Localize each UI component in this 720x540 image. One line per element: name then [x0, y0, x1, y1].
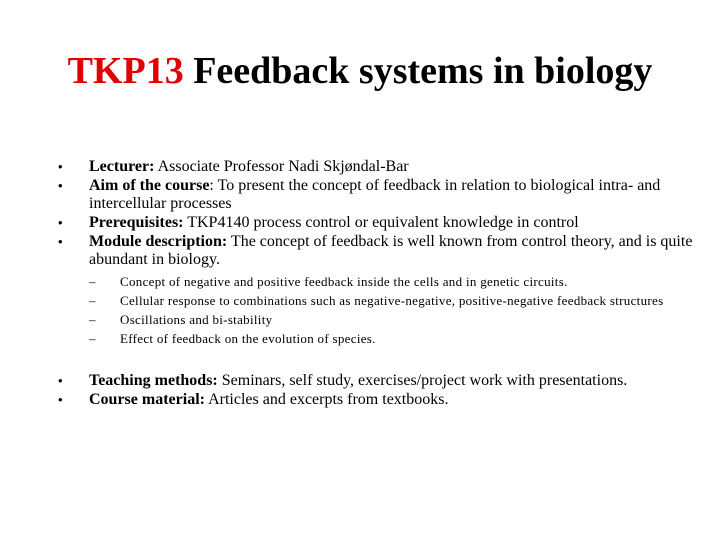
bullet-marker: • — [58, 159, 63, 174]
bullet-text: TKP4140 process control or equivalent knowledge in control — [183, 214, 579, 231]
dash-marker: – — [89, 312, 96, 327]
sub-bullet-text: Concept of negative and positive feedback inside the cells and in genetic circuits. — [120, 274, 568, 289]
bullet-teaching-methods — [58, 372, 698, 390]
bullet-label: Prerequisites: — [89, 214, 184, 231]
sub-bullet-text: Effect of feedback on the evolution of species. — [120, 331, 376, 346]
bullet-text: The concept of feedback is well known from control theory, and is quite abundant in biology. — [89, 233, 693, 268]
bullet-marker: • — [58, 178, 63, 193]
sub-bullet-list — [89, 274, 698, 347]
bullet-prerequisites — [58, 214, 698, 232]
bullet-text: Associate Professor Nadi Skjøndal-Bar — [154, 158, 409, 175]
sub-bullet-text: Oscillations and bi-stability — [120, 312, 273, 327]
bullet-marker: • — [58, 234, 63, 249]
slide-title — [60, 48, 660, 94]
bullet-list — [58, 158, 698, 410]
sub-bullet — [89, 293, 698, 309]
spacer — [58, 350, 698, 372]
course-code: TKP13 — [67, 50, 184, 92]
bullet-marker: • — [58, 373, 63, 388]
sub-bullet — [89, 274, 698, 290]
bullet-course-material — [58, 391, 698, 409]
sub-bullet — [89, 331, 698, 347]
dash-marker: – — [89, 331, 96, 346]
bullet-text: Seminars, self study, exercises/project work with presentations. — [217, 372, 628, 389]
bullet-marker: • — [58, 215, 63, 230]
title-text: Feedback systems in biology — [183, 50, 653, 92]
bullet-label: Course material: — [89, 391, 205, 408]
bullet-lecturer — [58, 158, 698, 176]
bullet-label: Teaching methods: — [89, 372, 218, 389]
bullet-label: Module description: — [89, 233, 228, 250]
bullet-text: : To present the concept of feedback in relation to biological intra- and intercellular processes — [89, 177, 661, 212]
bullet-label: Aim of the course — [89, 177, 210, 194]
bullet-text: Articles and excerpts from textbooks. — [204, 391, 449, 408]
bullet-marker: • — [58, 392, 63, 407]
sub-bullet-text: Cellular response to combinations such as negative-negative, positive-negative feedback structures — [120, 293, 664, 308]
dash-marker: – — [89, 274, 96, 289]
bullet-aim — [58, 177, 698, 213]
sub-bullet — [89, 312, 698, 328]
bullet-module-description — [58, 233, 698, 269]
bullet-label: Lecturer: — [89, 158, 155, 175]
dash-marker: – — [89, 293, 96, 308]
